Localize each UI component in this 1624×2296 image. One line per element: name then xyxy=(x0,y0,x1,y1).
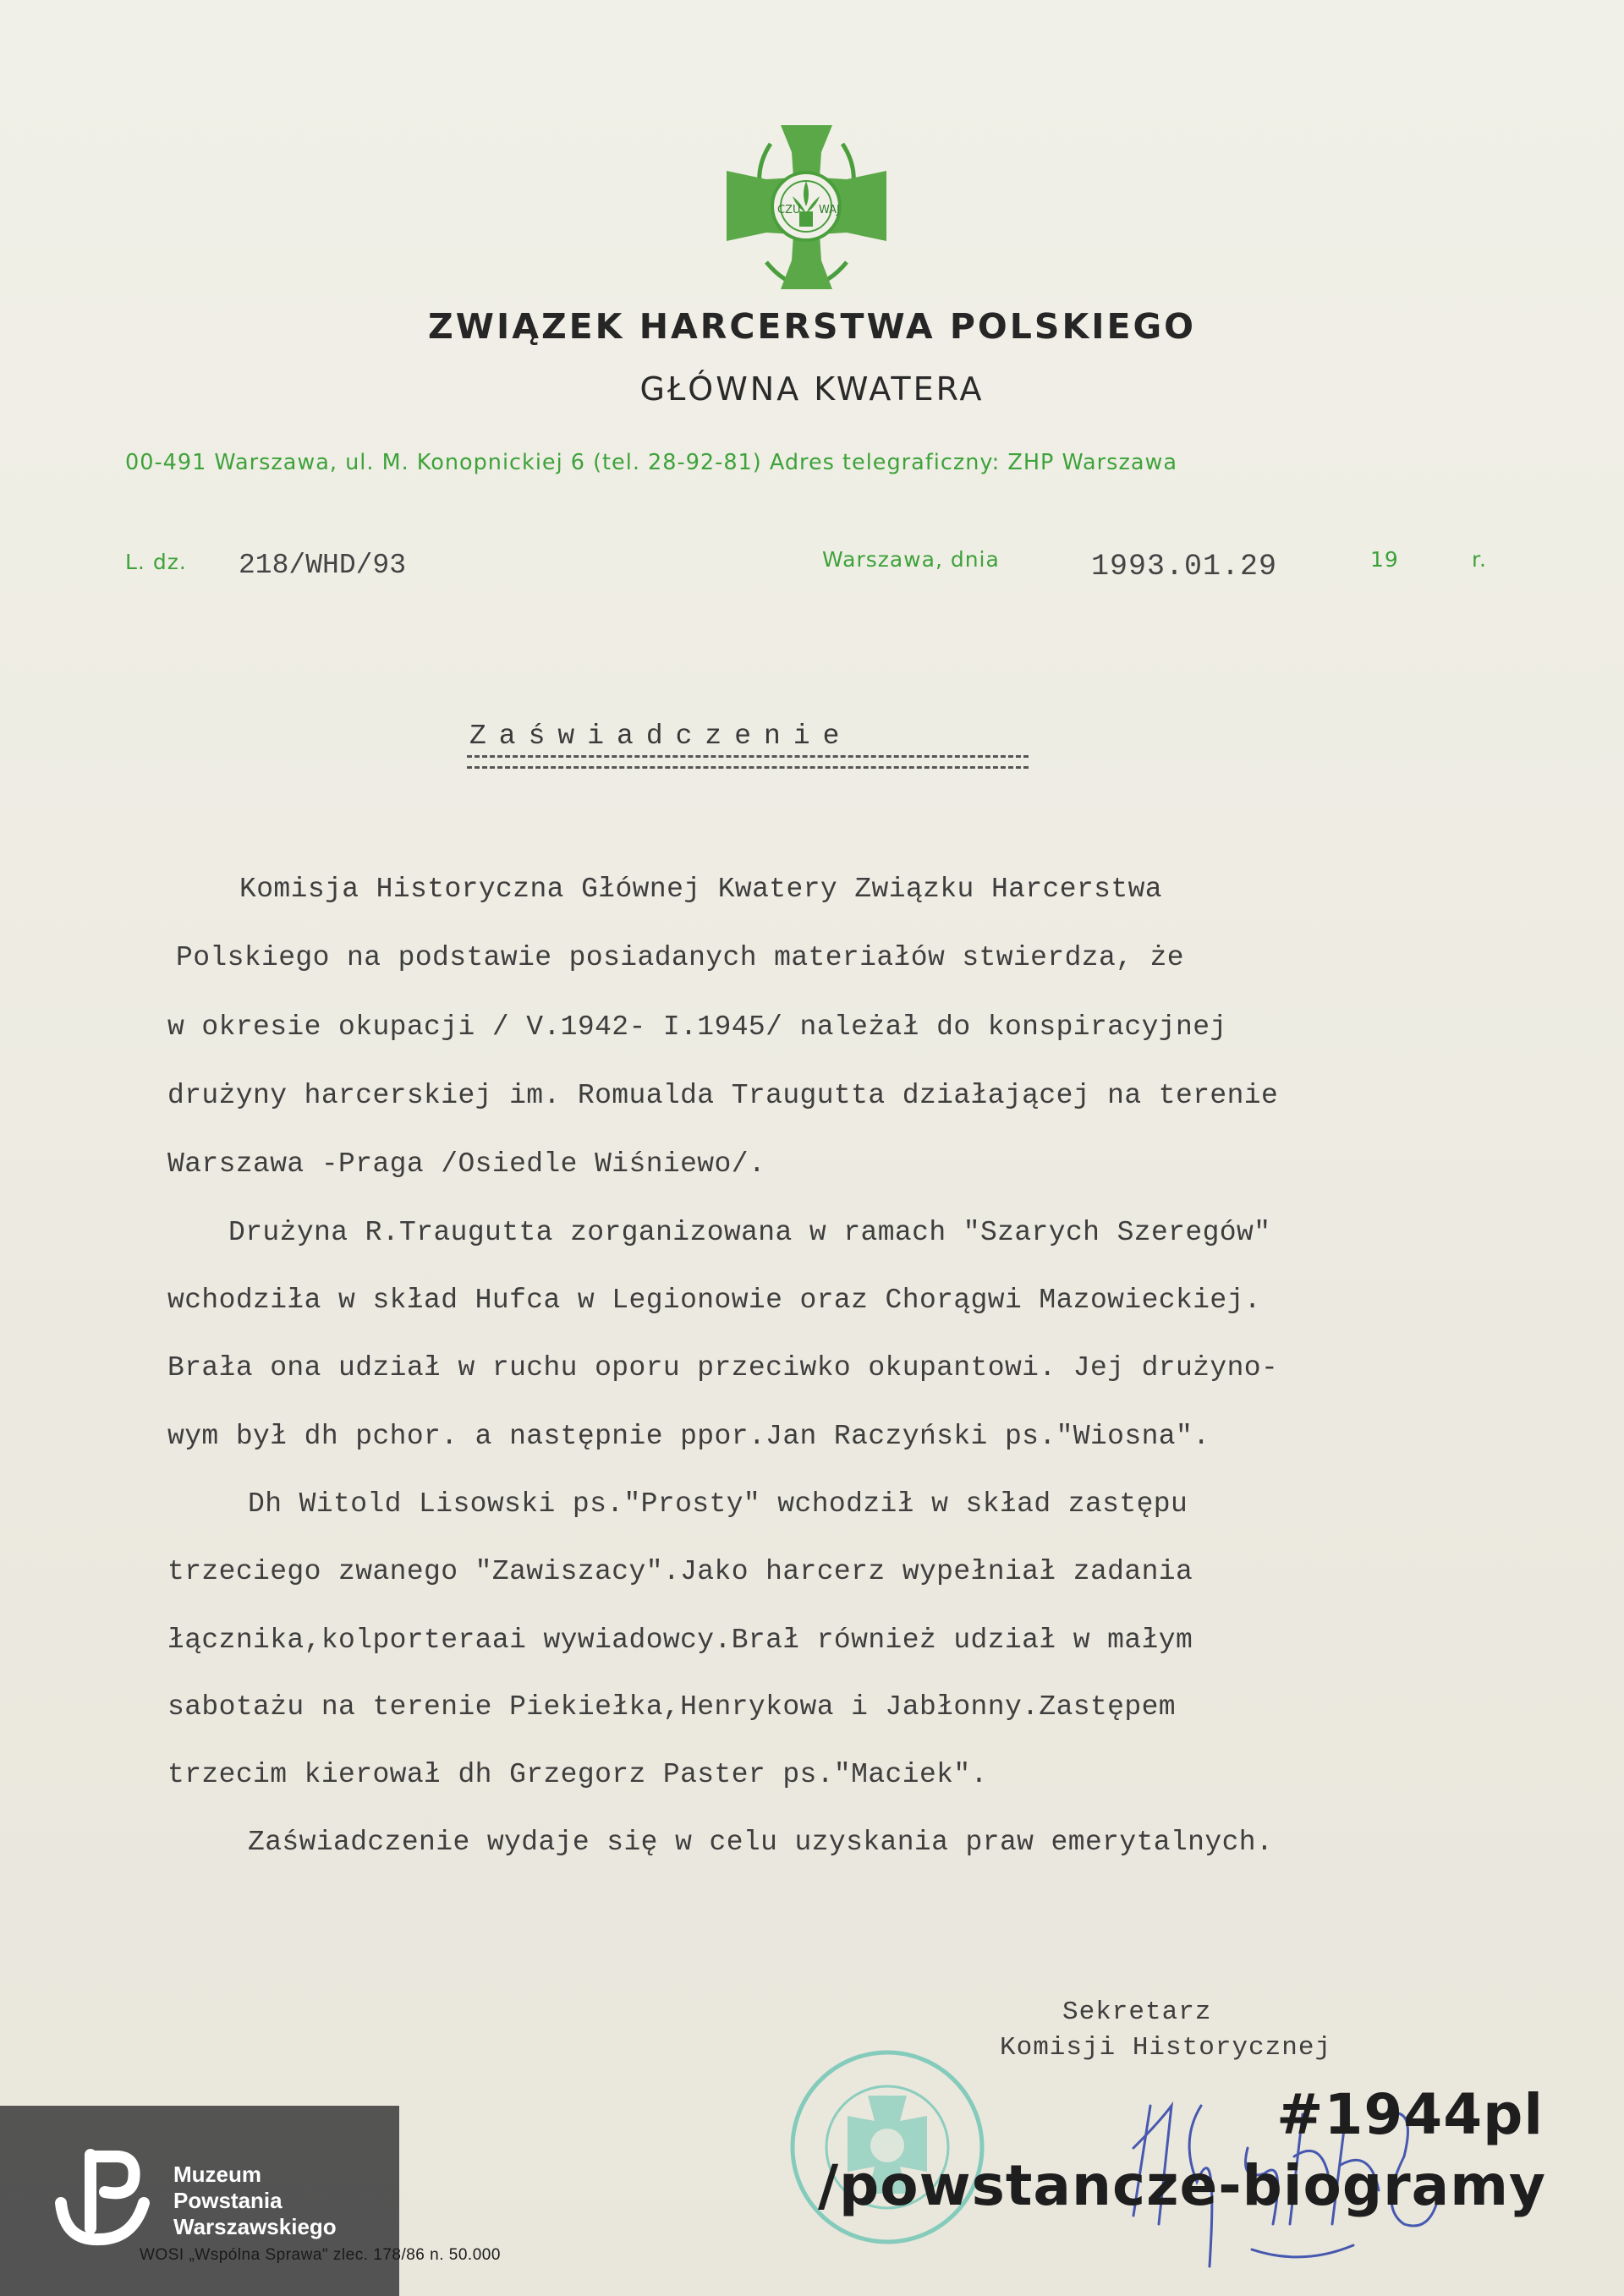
title-underline xyxy=(467,755,1029,758)
signatory-committee: Komisji Historycznej xyxy=(1000,2033,1332,2063)
letterhead-address: 00-491 Warszawa, ul. M. Konopnickiej 6 (tel. 28-92-81) Adres telegraficzny: ZHP Warszawa xyxy=(125,450,1177,475)
year-suffix: r. xyxy=(1472,547,1487,572)
place-date-label: Warszawa, dnia xyxy=(822,547,1000,572)
svg-text:WAJ: WAJ xyxy=(819,204,840,216)
body-line: Brała ona udział w ruchu oporu przeciwko okupantowi. Jej drużyno- xyxy=(167,1352,1279,1384)
svg-text:CZU: CZU xyxy=(777,204,801,216)
scout-cross-emblem xyxy=(720,118,893,296)
body-line: trzeciego zwanego "Zawiszacy".Jako harcerz wypełniał zadania xyxy=(167,1556,1193,1587)
round-stamp-icon xyxy=(785,2045,990,2249)
body-line: w okresie okupacji / V.1942- I.1945/ należał do konspiracyjnej xyxy=(167,1011,1227,1043)
body-line: Zaświadczenie wydaje się w celu uzyskania praw emerytalnych. xyxy=(248,1827,1274,1858)
department-name: GŁÓWNA KWATERA xyxy=(639,370,985,408)
museum-watermark-panel xyxy=(0,2106,399,2296)
title-underline-second xyxy=(467,766,1029,769)
hashtag-watermark: #1944pl xyxy=(1276,2082,1544,2147)
document-title: Zaświadczenie xyxy=(469,721,853,752)
body-line: Polskiego na podstawie posiadanych materiałów stwierdza, że xyxy=(176,942,1184,973)
body-line: Drużyna R.Traugutta zorganizowana w ramach "Szarych Szeregów" xyxy=(228,1217,1271,1248)
organization-name: ZWIĄZEK HARCERSTWA POLSKIEGO xyxy=(428,306,1196,347)
kotwica-logo-icon xyxy=(52,2140,156,2249)
signatory-title: Sekretarz xyxy=(1062,1997,1212,2027)
body-line: Dh Witold Lisowski ps."Prosty" wchodził w skład zastępu xyxy=(248,1488,1188,1520)
body-line: wym był dh pchor. a następnie ppor.Jan Raczyński ps."Wiosna". xyxy=(167,1421,1210,1452)
body-line: wchodziła w skład Hufca w Legionowie oraz Chorągwi Mazowieckiej. xyxy=(167,1285,1262,1316)
body-line: sabotażu na terenie Piekiełka,Henrykowa i Jabłonny.Zastępem xyxy=(167,1691,1176,1723)
body-line: Komisja Historyczna Głównej Kwatery Związku Harcerstwa xyxy=(239,874,1162,905)
reference-label: L. dz. xyxy=(125,550,187,574)
body-line: łącznika,kolporteraai wywiadowcy.Brał również udział w małym xyxy=(167,1625,1193,1656)
body-line: drużyny harcerskiej im. Romualda Traugutta działającej na terenie xyxy=(167,1080,1279,1111)
hashtag-subtitle: /powstancze-biogramy xyxy=(817,2153,1546,2218)
print-order-note: WOSI „Wspólna Sprawa" zlec. 178/86 n. 50.000 xyxy=(140,2246,501,2264)
body-line: trzecim kierował dh Grzegorz Paster ps."Maciek". xyxy=(167,1759,988,1790)
body-line: Warszawa -Praga /Osiedle Wiśniewo/. xyxy=(167,1148,766,1180)
reference-number: 218/WHD/93 xyxy=(239,550,407,581)
museum-name: Muzeum Powstania Warszawskiego xyxy=(173,2162,337,2239)
document-date: 1993.01.29 xyxy=(1091,550,1278,584)
year-prefix: 19 xyxy=(1370,547,1399,572)
